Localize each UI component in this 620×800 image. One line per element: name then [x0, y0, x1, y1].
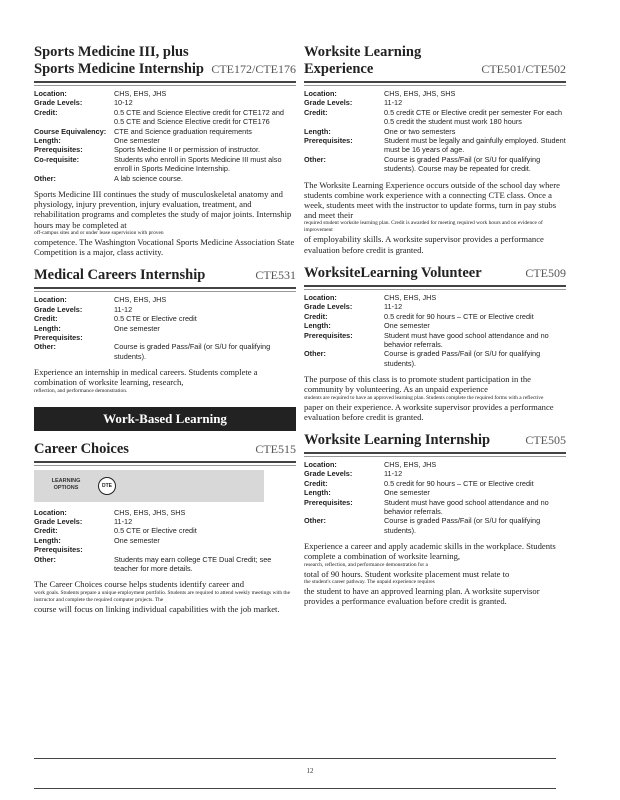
description-fine-print-2: the student's career pathway. The unpaid experience requires [304, 578, 435, 585]
detail-label: Other: [34, 173, 56, 183]
detail-label: Course Equivalency: [34, 126, 107, 136]
course-code: CTE515 [255, 441, 296, 456]
course-code: CTE505 [525, 432, 566, 447]
detail-value: CHS, EHS, JHS [114, 295, 167, 305]
detail-row [304, 498, 566, 517]
course-title-row [304, 432, 566, 454]
course-title-row [304, 265, 566, 287]
detail-value: 11-12 [114, 516, 133, 526]
course-description [34, 579, 296, 613]
detail-label: Length: [34, 535, 61, 545]
course-details [34, 508, 296, 574]
detail-row [34, 526, 296, 535]
detail-value: 0.5 CTE or Elective credit [114, 526, 197, 536]
detail-row [34, 324, 296, 333]
course-worksite-volunteer [304, 265, 566, 422]
detail-row [304, 349, 566, 368]
course-details [304, 293, 566, 368]
detail-row [304, 89, 566, 98]
detail-label: Grade Levels: [34, 98, 83, 108]
description-text-cont: paper on their experience. A worksite supervisor provides a performance evaluation before credit is granted. [304, 401, 554, 422]
detail-label: Length: [34, 136, 61, 146]
course-code: CTE531 [255, 268, 296, 283]
description-text: Experience a career and apply academic skills in the workplace. Students complete a combination of worksite learning, [304, 541, 556, 562]
detail-value: Student must be legally and gainfully employed. Student must be 16 years of age. [384, 136, 566, 155]
course-details [304, 89, 566, 174]
detail-value: 0.5 CTE or Elective credit [114, 314, 197, 324]
detail-label: Length: [304, 488, 331, 498]
course-title: Worksite Learning [304, 44, 422, 60]
course-title: Sports Medicine III, plus [34, 44, 189, 60]
detail-row [34, 136, 296, 145]
learning-options-box [34, 470, 264, 502]
detail-value: One semester [384, 488, 430, 498]
course-details [34, 89, 296, 183]
detail-value: Students may earn college CTE Dual Credit; see teacher for more details. [114, 554, 272, 573]
detail-value: A lab science course. [114, 173, 183, 183]
detail-label: Credit: [34, 107, 58, 117]
detail-row [304, 331, 566, 350]
detail-value: CHS, EHS, JHS, SHS [114, 507, 186, 517]
detail-row [304, 516, 566, 535]
detail-label: Prerequisites: [34, 332, 83, 342]
detail-row [34, 536, 296, 545]
detail-label: Location: [34, 89, 67, 98]
detail-label: Credit: [304, 107, 328, 117]
detail-row [304, 479, 566, 488]
description-fine-print: research, reflection, and performance demonstration for a [304, 561, 428, 568]
detail-row [304, 488, 566, 497]
detail-value: One or two semesters [384, 126, 456, 136]
detail-value: One semester [114, 323, 160, 333]
detail-row [34, 342, 296, 361]
detail-row [34, 155, 296, 174]
course-description [304, 180, 566, 255]
detail-row [34, 305, 296, 314]
course-career-choices [34, 441, 296, 614]
description-text: The Worksite Learning Experience occurs outside of the school day where students combine work experience with a connecting CTE class. Once a week, students meet with the instructor to update forms, turn in pay stubs and meet their [304, 179, 560, 221]
course-title-row [34, 267, 296, 289]
detail-row [34, 508, 296, 517]
detail-row [34, 545, 296, 554]
divider [34, 465, 296, 466]
detail-label: Location: [304, 292, 337, 302]
course-title: WorksiteLearning Volunteer [304, 264, 482, 281]
course-title-row [34, 441, 296, 463]
detail-value: CHS, EHS, JHS [384, 459, 437, 469]
course-title: Worksite Learning Internship [304, 431, 491, 448]
course-description [34, 367, 296, 394]
detail-value: Sports Medicine II or permission of instructor. [114, 145, 260, 155]
detail-label: Length: [304, 321, 331, 331]
course-code: CTE509 [525, 265, 566, 280]
description-text-end: the student to have an approved learning plan. A worksite supervisor provides a performance evaluation before credit is granted. [304, 585, 540, 606]
detail-label: Location: [304, 459, 337, 469]
detail-label: Grade Levels: [304, 98, 353, 108]
detail-row [34, 314, 296, 323]
detail-row [304, 460, 566, 469]
detail-label: Other: [34, 554, 56, 564]
detail-row [304, 321, 566, 330]
detail-value: 0.5 credit CTE or Elective credit per semester For each 0.5 credit the student must work 180 hours [384, 107, 563, 127]
course-worksite-experience [304, 44, 566, 255]
description-text-cont: competence. The Washington Vocational Sports Medicine Association State Competition is a major, class activity. [34, 236, 295, 258]
detail-value: Student must have good school attendance and no behavior referrals. [384, 497, 549, 516]
divider [304, 456, 566, 457]
detail-row [34, 145, 296, 154]
detail-value: 11-12 [114, 304, 133, 314]
detail-value: 0.5 credit for 90 hours – CTE or Elective credit [384, 311, 534, 321]
course-code: CTE501/CTE502 [481, 62, 566, 76]
footer-rule-top [34, 758, 556, 759]
description-fine-print: students are required to have an approved learning plan. Students complete the required forms with a reflective [304, 394, 544, 401]
detail-row [304, 469, 566, 478]
detail-row [34, 555, 296, 574]
detail-row [34, 127, 296, 136]
course-title-row [34, 61, 296, 83]
detail-label: Prerequisites: [304, 136, 353, 146]
detail-value: One semester [114, 535, 160, 545]
course-title: Career Choices [34, 440, 129, 457]
dual-credit-icon: DTE [98, 477, 116, 495]
detail-label: Other: [304, 349, 326, 359]
page-number: 12 [306, 767, 314, 775]
detail-row [34, 89, 296, 98]
detail-label: Prerequisites: [34, 145, 83, 155]
course-sports-medicine [34, 44, 296, 257]
detail-label: Other: [34, 342, 56, 352]
detail-value: 11-12 [384, 469, 403, 479]
course-description [34, 189, 296, 257]
detail-label: Co-requisite: [34, 154, 79, 164]
detail-value: 0.5 credit for 90 hours – CTE or Elective credit [384, 478, 534, 488]
detail-row [34, 295, 296, 304]
course-title-line2: Experience [304, 61, 374, 77]
description-text-cont: course will focus on linking individual capabilities with the job market. [34, 603, 280, 614]
description-text: The purpose of this class is to promote student participation in the community by volunteering. As an unpaid experience [304, 374, 531, 395]
course-details [34, 295, 296, 361]
detail-row [304, 98, 566, 107]
detail-label: Length: [34, 323, 61, 333]
course-description [304, 374, 566, 422]
divider [34, 85, 296, 86]
detail-label: Grade Levels: [34, 516, 83, 526]
description-fine-print: reflection, and performance demonstration. [34, 387, 128, 394]
detail-value: 11-12 [384, 98, 403, 108]
detail-label: Credit: [34, 526, 58, 536]
detail-label: Prerequisites: [34, 545, 83, 555]
detail-label: Other: [304, 516, 326, 526]
detail-value: CHS, EHS, JHS, SHS [384, 89, 456, 98]
detail-value: Students who enroll in Sports Medicine III must also enroll in Sports Medicine Internship. [114, 154, 282, 174]
detail-value: Course is graded Pass/Fail (or S/U for qualifying students). [384, 349, 541, 368]
course-title: Medical Careers Internship [34, 267, 206, 284]
detail-value: 0.5 CTE and Science Elective credit for CTE172 and 0.5 CTE and Science Elective credit for CTE176 [114, 107, 284, 127]
detail-value: One semester [384, 321, 430, 331]
detail-label: Length: [304, 126, 331, 136]
detail-label: Prerequisites: [304, 330, 353, 340]
description-fine-print: work goals. Students prepare a unique employment portfolio. Students are required to attend weekly meetings with the instructor and complete the required computer projects. The [34, 589, 290, 603]
description-text: Sports Medicine III continues the study of musculoskeletal anatomy and physiology, injury prevention, injury evaluation, treatment, and rehabilitation programs and completes the study of major joints. Internship hours may be completed at [34, 189, 292, 230]
detail-value: Course is graded Pass/Fail (or S/U for qualifying students). [114, 342, 271, 361]
description-text: The Career Choices course helps students identify career and [34, 579, 244, 590]
section-banner: Work-Based Learning [34, 407, 296, 431]
detail-label: Grade Levels: [304, 302, 353, 312]
course-title-row [304, 61, 566, 83]
detail-label: Location: [34, 295, 67, 305]
detail-value: CHS, EHS, JHS [384, 292, 437, 302]
detail-value [114, 545, 296, 554]
description-text-cont: of employability skills. A worksite supervisor provides a performance evaluation before credit is granted. [304, 234, 544, 255]
divider [34, 291, 296, 292]
detail-row [304, 312, 566, 321]
detail-value: 11-12 [384, 302, 403, 312]
course-code: CTE172/CTE176 [211, 62, 296, 76]
detail-row [34, 517, 296, 526]
divider [304, 85, 566, 86]
detail-row [304, 127, 566, 136]
detail-label: Credit: [304, 311, 328, 321]
detail-value: Student must have good school attendance and no behavior referrals. [384, 330, 549, 349]
detail-row [34, 333, 296, 342]
footer-rule-bottom [34, 788, 556, 789]
divider [304, 289, 566, 290]
detail-label: Credit: [34, 314, 58, 324]
detail-label: Grade Levels: [34, 304, 83, 314]
detail-row [34, 174, 296, 183]
detail-value: One semester [114, 136, 160, 146]
course-worksite-internship [304, 432, 566, 606]
description-fine-print: off-campus sites and or under lease supervision with proven [34, 229, 164, 236]
detail-label: Location: [304, 89, 337, 98]
detail-row [34, 108, 296, 127]
detail-value: CTE and Science graduation requirements [114, 126, 252, 136]
detail-label: Location: [34, 507, 67, 517]
detail-value: Course is graded Pass/Fail (or S/U for qualifying students). [384, 516, 541, 535]
description-fine-print: required student worksite learning plan. Credit is awarded for meeting required work hours and on evidence of improvement [304, 220, 543, 234]
detail-label: Other: [304, 154, 326, 164]
learning-options-label: LEARNING OPTIONS [51, 477, 81, 491]
detail-value: 10-12 [114, 98, 133, 108]
detail-row [304, 155, 566, 174]
course-description [304, 541, 566, 606]
course-medical-careers [34, 267, 296, 394]
detail-row [34, 98, 296, 107]
course-details [304, 460, 566, 535]
detail-row [304, 293, 566, 302]
detail-row [304, 108, 566, 127]
right-column [304, 44, 566, 616]
detail-value: CHS, EHS, JHS [114, 89, 167, 98]
detail-label: Prerequisites: [304, 497, 353, 507]
left-column [34, 44, 296, 624]
detail-label: Grade Levels: [304, 469, 353, 479]
description-text: Experience an internship in medical careers. Students complete a combination of worksite learning, research, [34, 367, 258, 388]
detail-value [114, 333, 296, 342]
detail-row [304, 136, 566, 155]
detail-label: Credit: [304, 478, 328, 488]
detail-value: Course is graded Pass/Fail (or S/U for qualifying students). Course may be repeated for credit. [384, 154, 541, 174]
detail-row [304, 302, 566, 311]
description-text-cont: total of 90 hours. Student worksite placement must relate to [304, 568, 510, 579]
course-title-line2: Sports Medicine Internship [34, 61, 204, 77]
